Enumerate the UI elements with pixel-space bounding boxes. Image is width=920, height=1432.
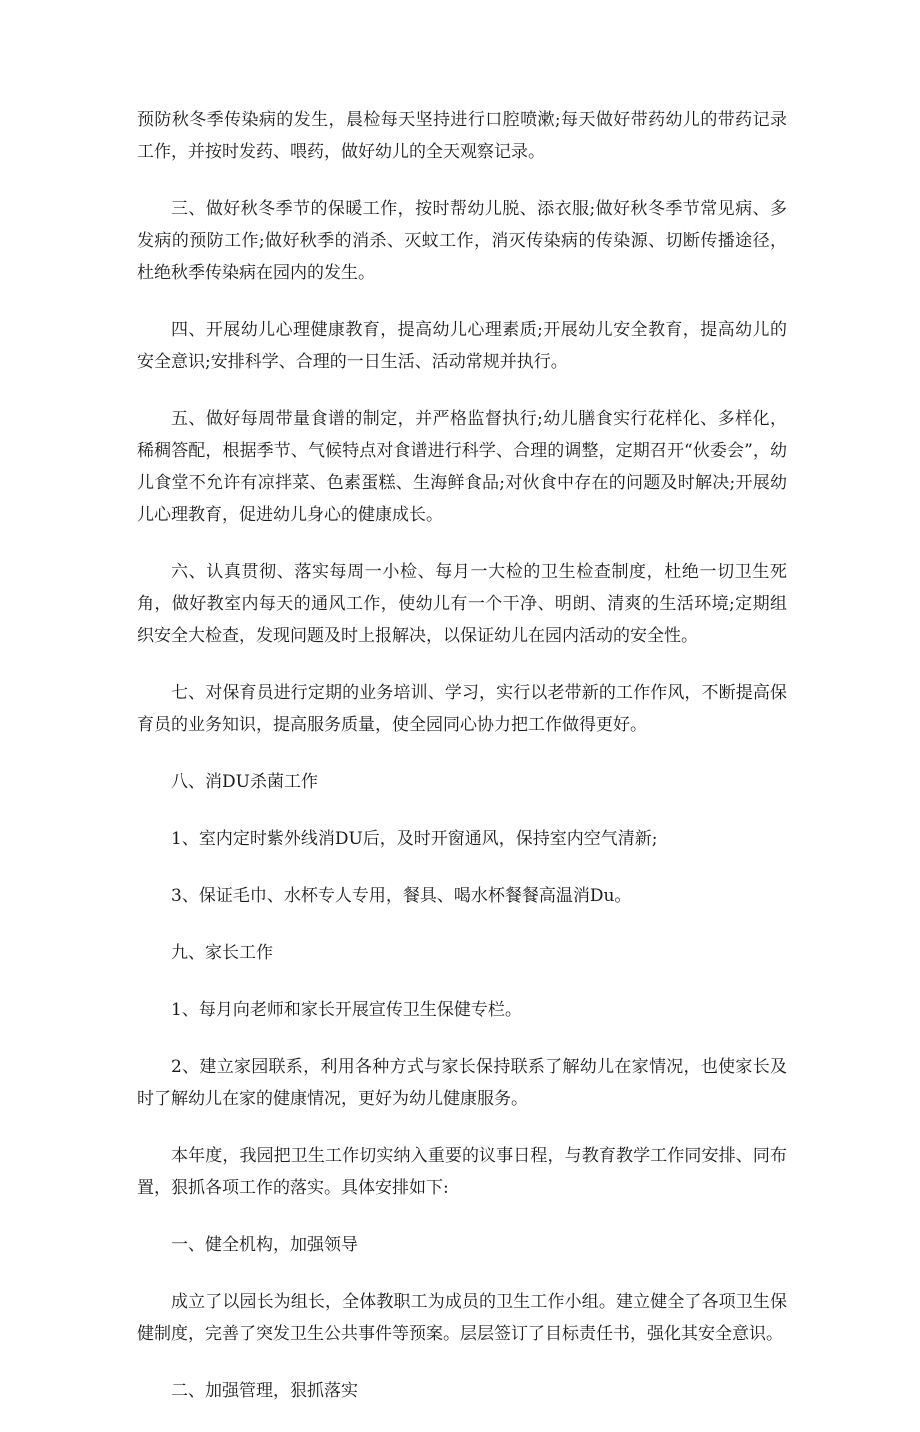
paragraph-item-3: 三、做好秋冬季节的保暖工作，按时帮幼儿脱、添衣服;做好秋冬季节常见病、多发病的预防工作;做好秋季的消杀、灭蚊工作，消灭传染病的传染源、切断传播途径，杜绝秋季传染病在园内的发生。 [137, 199, 787, 283]
paragraph-item-5: 五、做好每周带量食谱的制定，并严格监督执行;幼儿膳食实行花样化、多样化，稀稠答配，根据季节、气候特点对食谱进行科学、合理的调整，定期召开“伙委会”，幼儿食堂不允许有凉拌菜、色素蛋糕、生海鲜食品;对伙食中存在的问题及时解决;开展幼儿心理教育，促进幼儿身心的健康成长。 [137, 409, 787, 525]
paragraph-parents-2: 2、建立家园联系，利用各种方式与家长保持联系了解幼儿在家情况，也使家长及时了解幼儿在家的健康情况，更好为幼儿健康服务。 [137, 1057, 787, 1109]
document-body [137, 104, 787, 1432]
paragraph-parents-1: 1、每月向老师和家长开展宣传卫生保健专栏。 [171, 1000, 522, 1020]
paragraph-organization: 成立了以园长为组长，全体教职工为成员的卫生工作小组。建立健全了各项卫生保健制度，完善了突发卫生公共事件等预案。层层签订了目标责任书，强化其安全意识。 [137, 1292, 787, 1344]
section-heading-organization: 一、健全机构，加强领导 [171, 1235, 358, 1255]
section-heading-management: 二、加强管理，狠抓落实 [171, 1381, 358, 1401]
paragraph-disinfection-3: 3、保证毛巾、水杯专人专用，餐具、喝水杯餐餐高温消Du。 [171, 886, 632, 906]
paragraph-item-6: 六、认真贯彻、落实每周一小检、每月一大检的卫生检查制度，杜绝一切卫生死角，做好教室内每天的通风工作，使幼儿有一个干净、明朗、清爽的生活环境;定期组织安全大检查，发现问题及时上报解决，以保证幼儿在园内活动的安全性。 [137, 562, 787, 646]
paragraph-item-4: 四、开展幼儿心理健康教育，提高幼儿心理素质;开展幼儿安全教育，提高幼儿的安全意识;安排科学、合理的一日生活、活动常规并执行。 [137, 320, 787, 372]
paragraph-item-7: 七、对保育员进行定期的业务培训、学习，实行以老带新的工作作风，不断提高保育员的业务知识，提高服务质量，使全园同心协力把工作做得更好。 [137, 683, 787, 735]
paragraph-disinfection-1: 1、室内定时紫外线消DU后，及时开窗通风，保持室内空气清新; [171, 829, 658, 849]
paragraph-continuation: 预防秋冬季传染病的发生，晨检每天坚持进行口腔喷漱;每天做好带药幼儿的带药记录工作，并按时发药、喂药，做好幼儿的全天观察记录。 [137, 110, 787, 162]
section-heading-parents: 九、家长工作 [171, 943, 273, 963]
section-heading-disinfection: 八、消DU杀菌工作 [171, 772, 318, 792]
paragraph-annual-intro: 本年度，我园把卫生工作切实纳入重要的议事日程，与教育教学工作同安排、同布置，狠抓各项工作的落实。具体安排如下: [137, 1146, 787, 1198]
